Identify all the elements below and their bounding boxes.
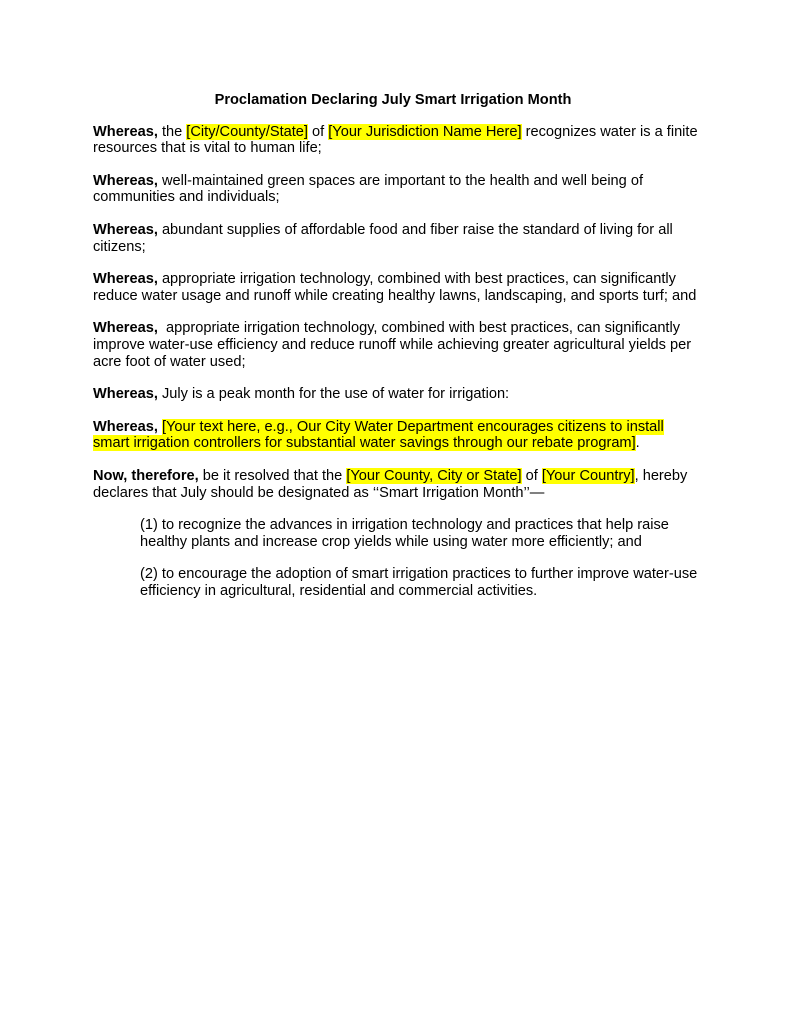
placeholder-country: [Your Country] — [541, 467, 635, 484]
document-page — [93, 92, 703, 615]
whereas-label: Whereas, — [93, 221, 158, 238]
paragraph-2 — [93, 173, 703, 206]
text: appropriate irrigation technology, combined with best practices, can significantly improve water-use efficiency and reduce runoff while achieving greater agricultural yields per acre foot of water used; — [93, 320, 696, 370]
text: the — [157, 123, 187, 140]
text: recognizes water is a finite resources that is vital to human life; — [93, 123, 698, 157]
whereas-label: Whereas, — [93, 386, 158, 403]
text: well-maintained green spaces are important to the health and well being of communities and individuals; — [93, 172, 644, 206]
placeholder-custom-text: [Your text here, e.g., Our City Water Department encourages citizens to install smart irrigation controllers for substantial water savings through our rebate program] — [93, 418, 664, 452]
text: of — [521, 467, 542, 484]
whereas-label: Whereas, — [93, 271, 158, 288]
paragraph-4 — [93, 271, 703, 304]
resolution-item-1: (1) to recognize the advances in irrigation technology and practices that help raise healthy plants and increase crop yields while using water more efficiently; and — [140, 517, 669, 550]
document-title: Proclamation Declaring July Smart Irrigation Month — [214, 92, 572, 108]
placeholder-county-city-state: [Your County, City or State] — [346, 467, 522, 484]
text: abundant supplies of affordable food and fiber raise the standard of living for all citizens; — [93, 221, 673, 255]
paragraph-7 — [93, 419, 703, 452]
text: , hereby declares that July should be designated as ‘‘Smart Irrigation Month’’— — [93, 467, 688, 501]
text: July is a peak month for the use of water for irrigation: — [157, 386, 510, 403]
resolution-item-2: (2) to encourage the adoption of smart irrigation practices to further improve water-use efficiency in agricultural, residential and commercial activities. — [140, 566, 698, 599]
now-therefore-label: Now, therefore, — [93, 467, 199, 484]
text: . — [635, 435, 640, 452]
whereas-label: Whereas, — [93, 172, 158, 189]
text: be it resolved that the — [198, 467, 347, 484]
paragraph-5 — [93, 320, 703, 370]
whereas-label: Whereas, — [93, 320, 158, 337]
text: of — [307, 123, 329, 140]
paragraph-6 — [93, 386, 703, 403]
paragraph-3 — [93, 222, 703, 255]
whereas-label: Whereas, — [93, 123, 158, 140]
placeholder-jurisdiction-name: [Your Jurisdiction Name Here] — [328, 123, 522, 140]
whereas-label: Whereas, — [93, 418, 158, 435]
text: appropriate irrigation technology, combined with best practices, can significantly reduce water usage and runoff while creating healthy lawns, landscaping, and sports turf; and — [93, 271, 697, 304]
paragraph-8 — [93, 468, 703, 501]
placeholder-city-county-state: [City/County/State] — [186, 123, 308, 140]
paragraph-1 — [93, 124, 703, 157]
